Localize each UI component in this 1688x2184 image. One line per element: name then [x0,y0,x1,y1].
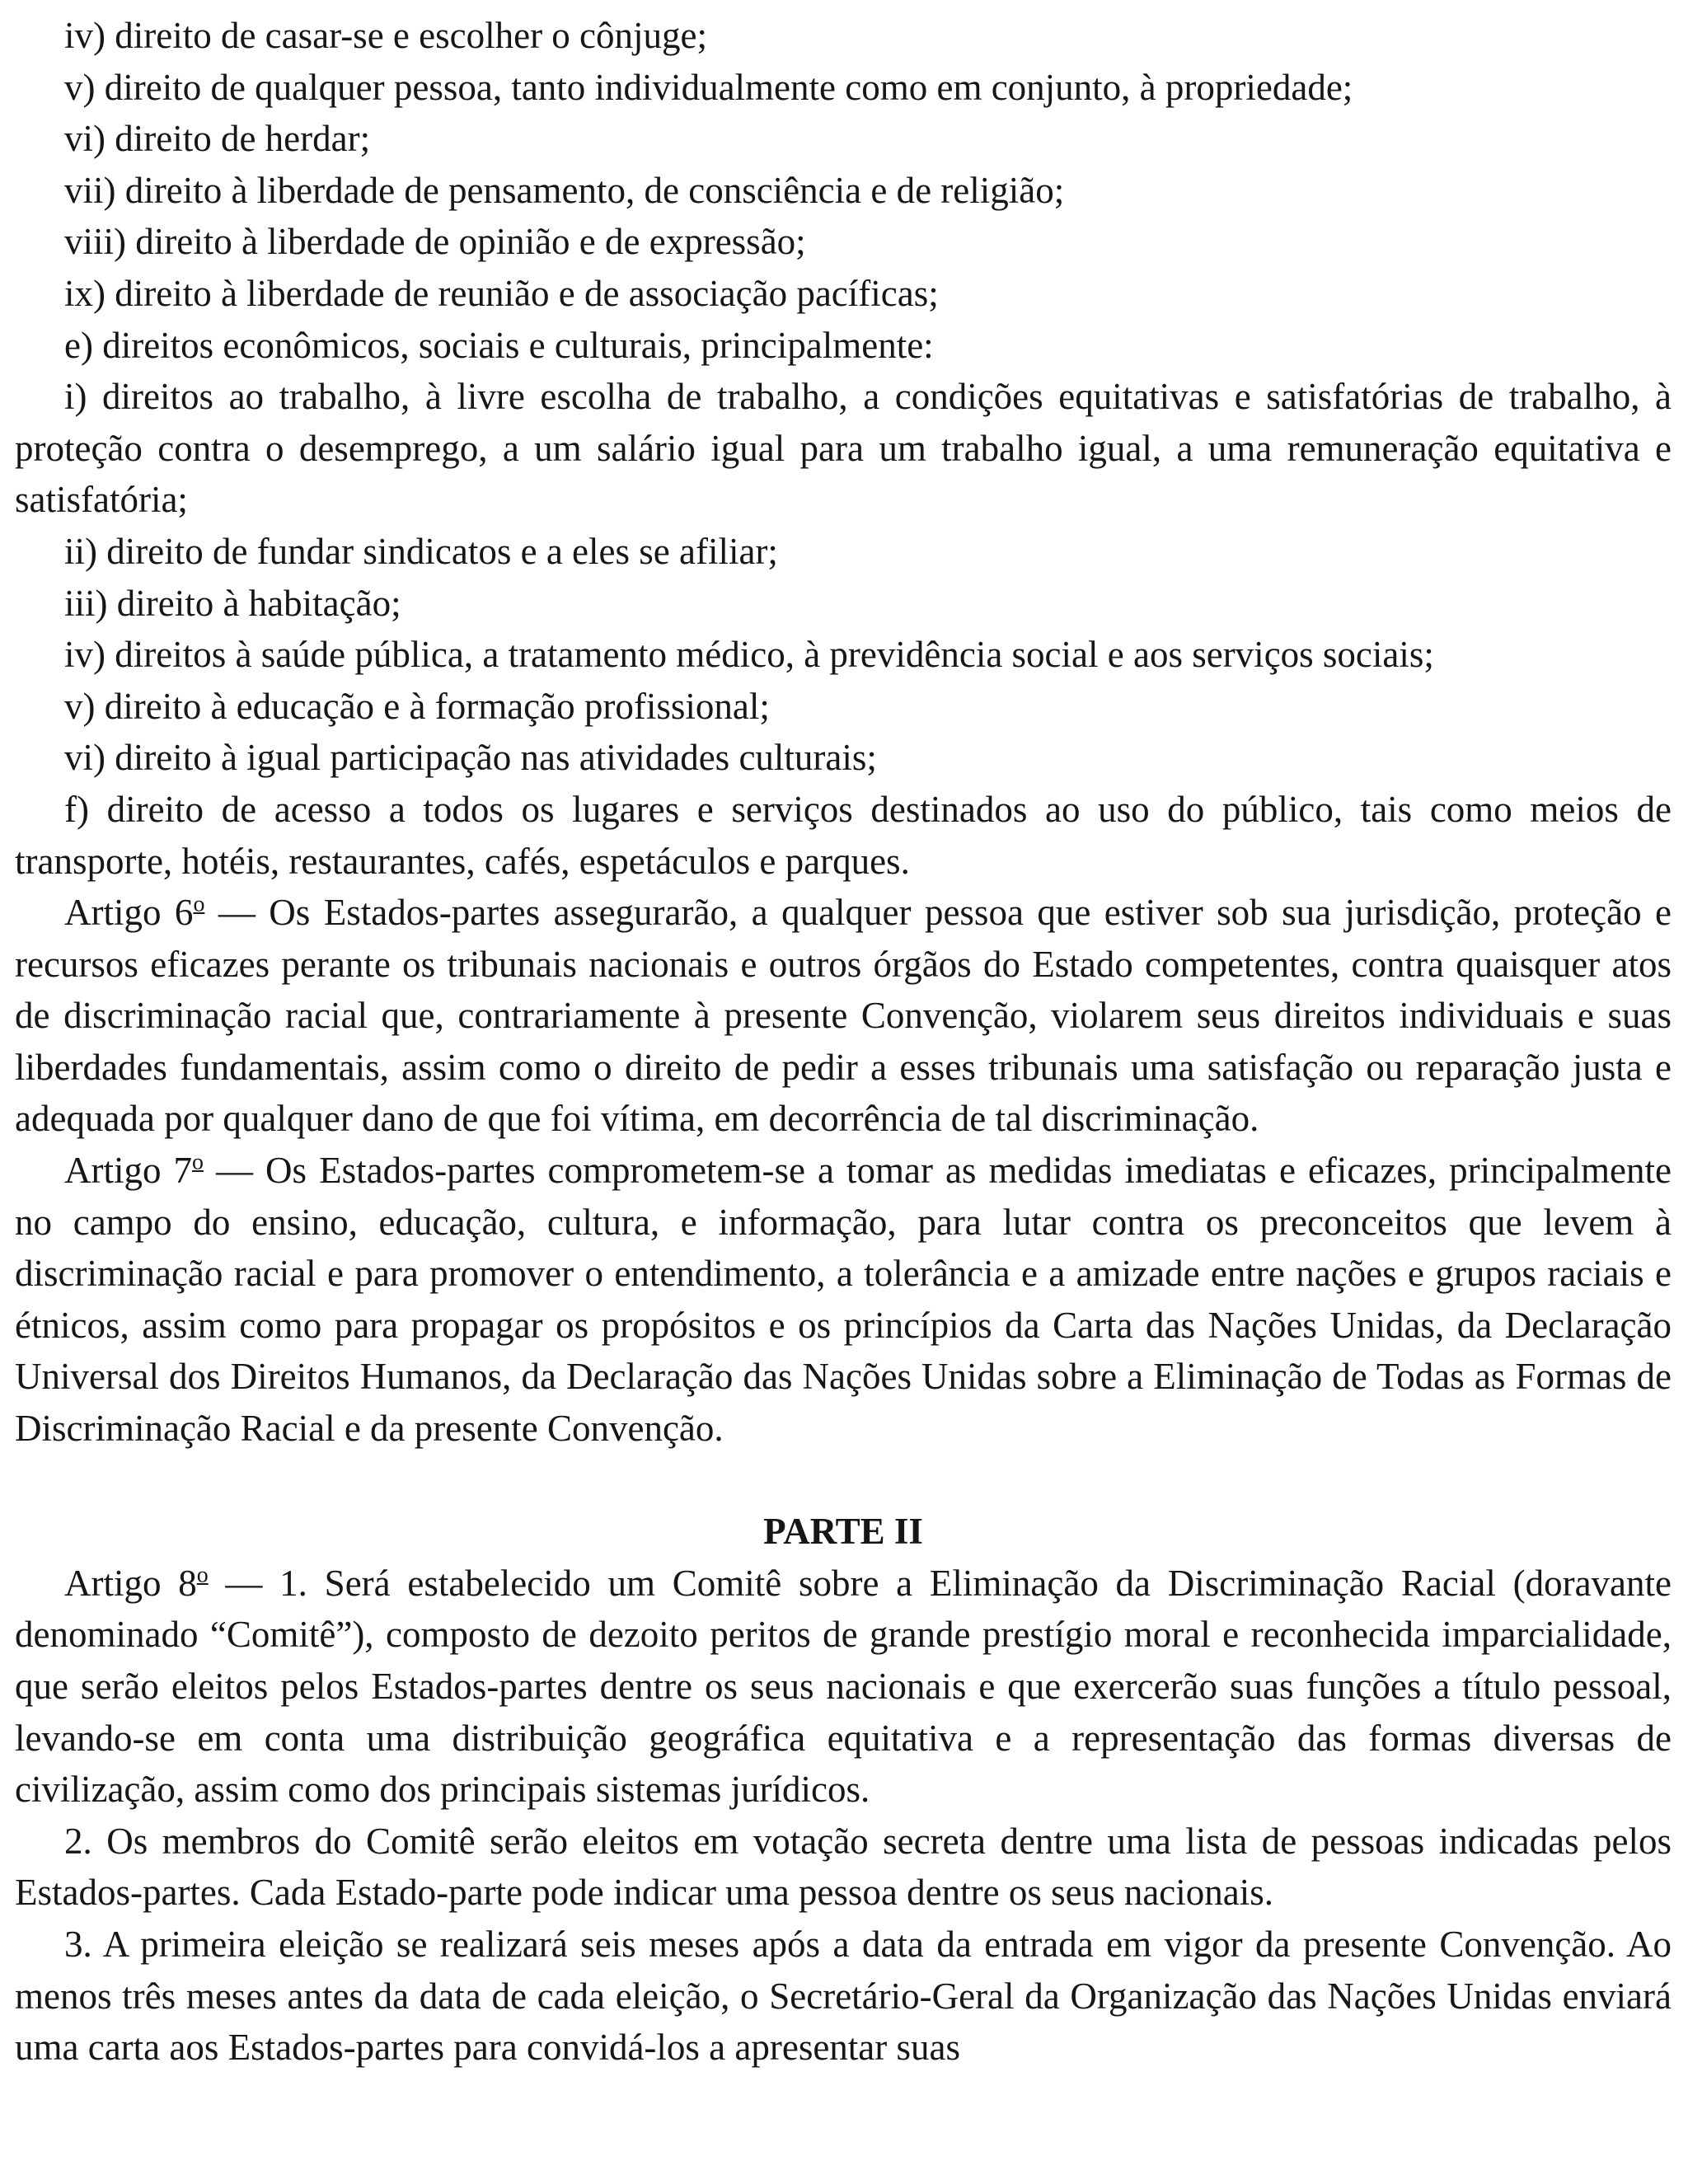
list-item-v-property: v) direito de qualquer pessoa, tanto individualmente como em conjunto, à propriedade; [64,66,1353,108]
list-item-vii-thought: vii) direito à liberdade de pensamento, de consciência e de religião; [64,169,1065,211]
article-8-paragraph [15,1558,1672,1816]
list-item-iv-health: iv) direitos à saúde pública, a tratamento médico, à previdência social e aos serviços sociais; [64,634,1434,676]
list-item-f-public-access: f) direito de acesso a todos os lugares e serviços destinados ao uso do público, tais como meios de transporte, hotéis, restaurantes, cafés, espetáculos e parques. [15,788,1672,882]
list-item-vi-inherit: vi) direito de herdar; [64,118,371,160]
list-item-e-economic-rights: e) direitos econômicos, sociais e culturais, principalmente: [64,324,934,366]
list-item-iv-marriage: iv) direito de casar-se e escolher o cônjuge; [64,15,708,56]
article-7-text: — Os Estados-partes comprometem-se a tomar as medidas imediatas e eficazes, principalmente no campo do ensino, educação, cultura, e informação, para lutar contra os preconceitos que levem à discriminação racial e para promover o entendimento, a tolerância e a amizade entre nações e grupos raciais e étnicos, assim como para propagar os propósitos e os princípios da Carta das Nações Unidas, da Declaração Universal dos Direitos Humanos, da Declaração das Nações Unidas sobre a Eliminação de Todas as Formas de Discriminação Racial e da presente Convenção. [15,1150,1672,1450]
list-item-v-education: v) direito à educação e à formação profissional; [64,685,770,727]
article-7-ordinal: o [192,1149,204,1175]
article-6-prefix: Artigo 6 [64,892,194,934]
article-7-prefix: Artigo 7 [64,1150,193,1192]
list-item-ii-unions: ii) direito de fundar sindicatos e a eles se afiliar; [64,530,778,572]
article-8-item-3: 3. A primeira eleição se realizará seis meses após a data da entrada em vigor da presente Convenção. Ao menos três meses antes da data de cada eleição, o Secretário-Geral da Organização das Nações Unidas enviará uma carta aos Estados-partes para convidá-los a apresentar suas [15,1923,1672,2069]
list-item-i-work: i) direitos ao trabalho, à livre escolha de trabalho, a condições equitativas e satisfatórias de trabalho, à proteção contra o desemprego, a um salário igual para um trabalho igual, a uma remuneração equitativa e satisfatória; [15,376,1672,521]
article-7-paragraph [15,1145,1672,1455]
article-6-text: — Os Estados-partes assegurarão, a qualquer pessoa que estiver sob sua jurisdição, proteção e recursos eficazes perante os tribunais nacionais e outros órgãos do Estado competentes, contra quaisquer atos de discriminação racial que, contrariamente à presente Convenção, violarem seus direitos individuais e suas liberdades fundamentais, assim como o direito de pedir a esses tribunais uma satisfação ou reparação justa e adequada por qualquer dano de que foi vítima, em decorrência de tal discriminação. [15,892,1672,1140]
part-heading: PARTE II [763,1511,923,1553]
article-8-prefix: Artigo 8 [64,1562,197,1604]
list-item-vi-culture: vi) direito à igual participação nas atividades culturais; [64,737,877,779]
article-6-paragraph [15,887,1672,1145]
list-item-ix-assembly: ix) direito à liberdade de reunião e de associação pacíficas; [64,272,939,314]
article-8-item-2: 2. Os membros do Comitê serão eleitos em votação secreta dentre uma lista de pessoas indicadas pelos Estados-partes. Cada Estado-parte pode indicar uma pessoa dentre os seus nacionais. [15,1820,1672,1914]
article-6-ordinal: o [193,891,205,917]
list-item-iii-housing: iii) direito à habitação; [64,582,401,624]
article-8-text: — 1. Será estabelecido um Comitê sobre a Eliminação da Discriminação Racial (doravante denominado “Comitê”), composto de dezoito peritos de grande prestígio moral e reconhecida imparcialidade, que serão eleitos pelos Estados-partes dentre os seus nacionais e que exercerão suas funções a título pessoal, levando-se em conta uma distribuição geográfica equitativa e a representação das formas diversas de civilização, assim como dos principais sistemas jurídicos. [15,1562,1672,1811]
article-8-ordinal: o [196,1562,209,1588]
list-item-viii-opinion: viii) direito à liberdade de opinião e de expressão; [64,221,806,263]
document-page [15,10,1672,2074]
section-spacer [15,1455,1672,1507]
